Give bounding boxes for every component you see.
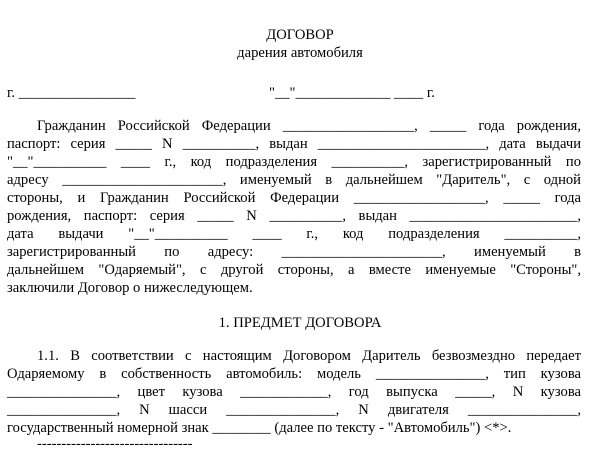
intro-line-2: паспорт: серия _____ N __________, выдан _______________________, дата выдачи [7, 136, 581, 152]
intro-line-8: зарегистрированный по адресу: ______________________, именуемый в [7, 244, 581, 260]
date-field: "__"_____________ ____ г. [269, 85, 435, 101]
section-1-heading: 1. ПРЕДМЕТ ДОГОВОРА [218, 315, 382, 331]
clause-line-5: государственный номерной знак ________ (далее по тексту - "Автомобиль") <*>. [7, 420, 512, 436]
intro-line-4: адресу ______________________, именуемый в дальнейшем "Даритель", с одной [7, 172, 581, 188]
place-date-line [7, 84, 581, 102]
footnote-separator: -------------------------------- [37, 436, 193, 452]
document-subtitle: дарения автомобиля [237, 45, 363, 61]
document-title: ДОГОВОР [266, 27, 334, 43]
intro-line-7: дата выдачи "__"__________ ____ г., код подразделения __________, [7, 226, 581, 242]
clause-line-2: Одаряемому в собственность автомобиль: модель _______________, тип кузова [7, 366, 581, 382]
intro-line-5: стороны, и Гражданин Российской Федерации __________________, _____ года [7, 190, 581, 206]
intro-line-9: дальнейшем "Одаряемый", с другой стороны, а вместе именуемые "Стороны", [7, 262, 581, 278]
clause-line-1: 1.1. В соответствии с настоящим Договором Даритель безвозмездно передает [37, 348, 581, 364]
intro-line-1: Гражданин Российской Федерации __________________, _____ года рождения, [37, 118, 581, 134]
city-field: г. ________________ [7, 85, 136, 101]
clause-line-4: _______________, N шасси _______________, N двигателя _______________, [7, 402, 581, 418]
intro-line-6: рождения, паспорт: серия _____ N __________, выдан _______________________, [7, 208, 581, 224]
intro-line-3: "__"__________ ____ г., код подразделения __________, зарегистрированный по [7, 154, 581, 170]
clause-line-3: _______________, цвет кузова ____________, год выпуска _____, N кузова [7, 384, 581, 400]
intro-line-10: заключили Договор о нижеследующем. [7, 280, 253, 296]
